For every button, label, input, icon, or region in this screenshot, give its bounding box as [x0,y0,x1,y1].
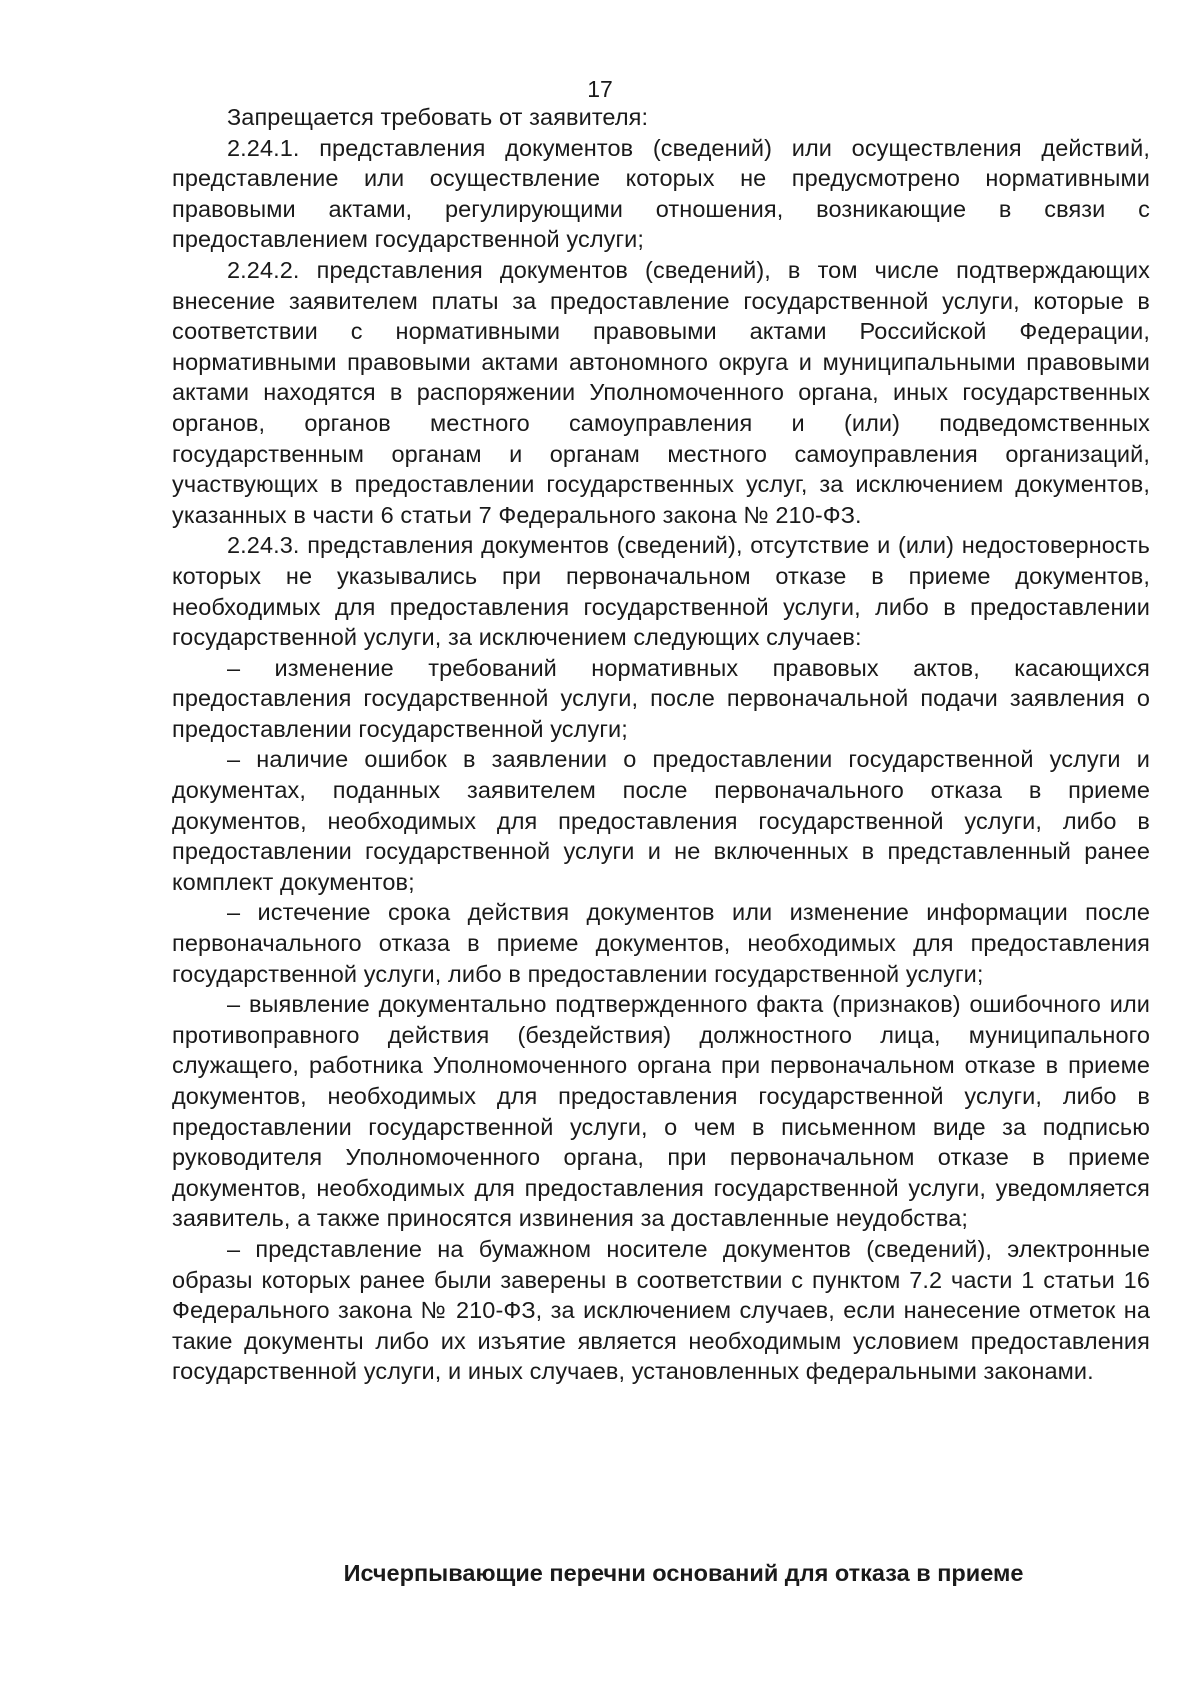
list-item-errors-in-application: – наличие ошибок в заявлении о предоставлении государственной услуги и документах, поданных заявителем после первоначального отказа в приеме документов, необходимых для предоставления государственной услуги, либо в предоставлении государственной услуги и не включенных в представленный ранее комплект документов; [172,746,1150,895]
list-item-requirements-change: – изменение требований нормативных правовых актов, касающихся предоставления государственной услуги, после первоначальной подачи заявления о предоставлении государственной услуги; [172,654,1150,742]
page-number: 17 [587,76,613,102]
paragraph-2-24-2: 2.24.2. представления документов (сведений), в том числе подтверждающих внесение заявителем платы за предоставление государственной услуги, которые в соответствии с нормативными правовыми актами Российской Федерации, нормативными правовыми актами автономного округа и муниципальными правовыми актами находятся в распоряжении Уполномоченного органа, иных государственных органов, органов местного самоуправления и (или) подведомственных государственным органам и органам местного самоуправления организаций, участвующих в предоставлении государственных услуг, за исключением документов, указанных в части 6 статьи 7 Федерального закона № 210-ФЗ. [172,256,1150,528]
list-item-official-misconduct: – выявление документально подтвержденного факта (признаков) ошибочного или противоправного действия (бездействия) должностного лица, муниципального служащего, работника Уполномоченного органа при первоначальном отказе в приеме документов, необходимых для предоставления государственной услуги, либо в предоставлении государственной услуги, о чем в письменном виде за подписью руководителя Уполномоченного органа, при первоначальном отказе в приеме документов, необходимых для предоставления государственной услуги, уведомляется заявитель, а также приносятся извинения за доставленные неудобства; [172,991,1150,1232]
paragraph-2-24-1: 2.24.1. представления документов (сведений) или осуществления действий, представление или осуществление которых не предусмотрено нормативными правовыми актами, регулирующими отношения, возникающие в связи с предоставлением государственной услуги; [172,134,1150,253]
section-heading: Исчерпывающие перечни оснований для отказа в приеме [343,1560,1024,1586]
document-body [172,102,1150,1387]
list-item-documents-expiry: – истечение срока действия документов или изменение информации после первоначального отказа в приеме документов, необходимых для предоставления государственной услуги, либо в предоставлении государственной услуги; [172,899,1150,987]
paragraph-intro: Запрещается требовать от заявителя: [227,104,649,130]
list-item-paper-documents: – представление на бумажном носителе документов (сведений), электронные образы которых ранее были заверены в соответствии с пунктом 7.2 части 1 статьи 16 Федерального закона № 210-ФЗ, за исключением случаев, если нанесение отметок на такие документы либо их изъятие является необходимым условием предоставления государственной услуги, и иных случаев, установленных федеральными законами. [172,1235,1150,1385]
paragraph-2-24-3: 2.24.3. представления документов (сведений), отсутствие и (или) недостоверность которых не указывались при первоначальном отказе в приеме документов, необходимых для предоставления государственной услуги, либо в предоставлении государственной услуги, за исключением следующих случаев: [172,532,1150,651]
